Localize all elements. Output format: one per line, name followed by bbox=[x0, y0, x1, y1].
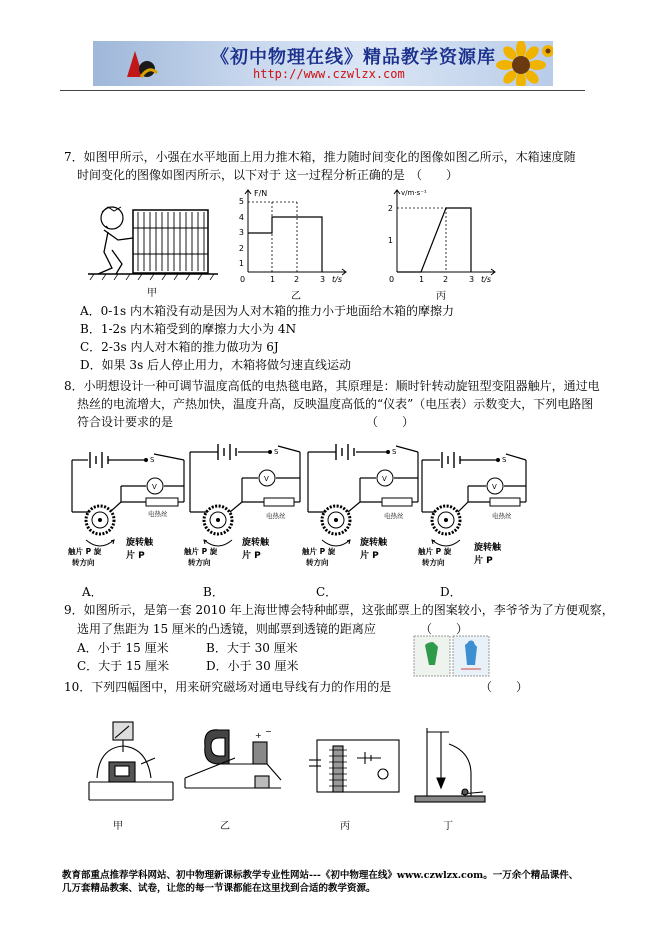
q8-option-b[interactable]: B． bbox=[203, 585, 224, 599]
graph-bing-xtick: 1 bbox=[419, 275, 425, 284]
graph-yi-ytick: 5 bbox=[238, 197, 244, 206]
q9-option-d[interactable]: D．小于 30 厘米 bbox=[206, 659, 299, 673]
graph-yi-ytick: 4 bbox=[238, 213, 244, 222]
q9-expo-stamps bbox=[413, 635, 491, 677]
q8b-rotate-label-a: 旋转触 bbox=[242, 538, 270, 548]
banner-url[interactable]: http://www.czwlzx.com bbox=[253, 67, 405, 81]
q8-circuit-c bbox=[300, 440, 426, 580]
header-banner bbox=[93, 41, 553, 86]
q7-fig-jia-caption: 甲 bbox=[147, 288, 157, 299]
graph-yi-force-line bbox=[248, 217, 322, 272]
q9-option-a[interactable]: A．小于 15 厘米 bbox=[77, 641, 169, 655]
q8-circuit-a bbox=[66, 440, 192, 580]
q8d-slider-label-a: 触片 P 旋 bbox=[418, 547, 452, 556]
graph-yi-ytick: 1 bbox=[238, 259, 244, 268]
q8a-rotate-label-b: 片 P bbox=[126, 551, 145, 561]
q8-option-c[interactable]: C． bbox=[316, 585, 338, 599]
q7-fig-yi-caption: 乙 bbox=[291, 291, 301, 302]
q8c-rotate-label-b: 片 P bbox=[360, 551, 379, 561]
graph-yi-ytick: 2 bbox=[238, 244, 244, 253]
q8b-switch-label: S bbox=[274, 448, 279, 456]
header-rule bbox=[60, 90, 585, 91]
q8d-slider-label-b: 转方向 bbox=[422, 558, 445, 567]
q7-fig-bing-caption: 丙 bbox=[436, 291, 446, 302]
q9-option-b[interactable]: B．大于 30 厘米 bbox=[206, 641, 298, 655]
q8d-rotate-label-a: 旋转触 bbox=[474, 543, 502, 553]
q8-stem-line2: 热丝的电流增大，产热加快，温度升高，反映温度高低的“仪表”（电压表）示数变大，下列电路图 bbox=[77, 397, 594, 411]
q8a-voltmeter-label: V bbox=[152, 483, 157, 491]
graph-bing-ylabel: v/m·s⁻¹ bbox=[401, 189, 427, 197]
graph-yi-ytick: 3 bbox=[238, 228, 244, 237]
q10-fig-bing bbox=[309, 740, 399, 792]
q10-fig-caption-bing: 丙 bbox=[340, 821, 350, 832]
q8c-heater-label: 电热丝 bbox=[384, 512, 404, 520]
q10-answer-blank[interactable]: （ ） bbox=[480, 680, 529, 694]
footer-line1: 教育部重点推荐学科网站、初中物理新课标教学专业性网站---《初中物理在线》www.czwlzx.com。一万余个精品课件、 bbox=[62, 870, 579, 881]
q8b-heater-label: 电热丝 bbox=[266, 512, 286, 520]
q8c-rotate-label-a: 旋转触 bbox=[360, 538, 388, 548]
q10-fig-jia bbox=[89, 722, 173, 800]
q10-fig-caption-yi: 乙 bbox=[220, 821, 230, 832]
graph-bing-xlabel: t/s bbox=[481, 275, 491, 284]
graph-bing-ytick: 2 bbox=[387, 204, 393, 213]
q8c-voltmeter-label: V bbox=[382, 475, 387, 483]
graph-yi-xlabel: t/s bbox=[332, 275, 342, 284]
q8-option-a[interactable]: A． bbox=[82, 585, 103, 599]
q8a-rotate-label-a: 旋转触 bbox=[126, 538, 154, 548]
svg-text:−: − bbox=[265, 727, 272, 736]
svg-text:+: + bbox=[255, 731, 262, 740]
q10-fig-ding bbox=[415, 728, 485, 802]
q8b-slider-label-a: 触片 P 旋 bbox=[184, 547, 218, 556]
q8b-rotate-label-b: 片 P bbox=[242, 551, 261, 561]
q8d-rotate-label-b: 片 P bbox=[474, 556, 493, 566]
q8d-heater-label: 电热丝 bbox=[492, 512, 512, 520]
q7-option-c[interactable]: C．2-3s 内人对木箱的推力做功为 6J bbox=[80, 340, 279, 354]
q7-graph-bing bbox=[383, 184, 503, 284]
footer-line2: 几万套精品教案、试卷，让您的每一节课都能在这里找到合适的教学资源。 bbox=[62, 883, 376, 894]
q9-option-c[interactable]: C．大于 15 厘米 bbox=[77, 659, 170, 673]
q8c-slider-label-b: 转方向 bbox=[306, 558, 329, 567]
q8-circuit-d bbox=[416, 440, 542, 580]
q8-answer-blank[interactable]: （ ） bbox=[366, 415, 415, 429]
q8d-voltmeter-label: V bbox=[492, 483, 497, 491]
q7-answer-blank[interactable]: （ ） bbox=[410, 168, 459, 182]
q8a-heater-label: 电热丝 bbox=[148, 510, 168, 518]
q10-figures bbox=[85, 718, 570, 810]
q8-circuit-b bbox=[182, 440, 308, 580]
q8a-switch-label: S bbox=[150, 456, 155, 464]
q8b-voltmeter-label: V bbox=[264, 475, 269, 483]
q10-fig-caption-ding: 丁 bbox=[443, 821, 453, 832]
q8d-switch-label: S bbox=[502, 456, 507, 464]
graph-yi-xtick: 0 bbox=[240, 275, 246, 284]
graph-yi-xtick: 2 bbox=[294, 275, 300, 284]
sunflower-icon bbox=[491, 41, 553, 86]
graph-bing-xtick: 3 bbox=[469, 275, 475, 284]
q10-fig-yi bbox=[185, 727, 281, 788]
q7-option-a[interactable]: A．0-1s 内木箱没有动是因为人对木箱的推力小于地面给木箱的摩擦力 bbox=[80, 304, 454, 318]
graph-yi-xtick: 3 bbox=[320, 275, 326, 284]
q7-option-b[interactable]: B．1-2s 内木箱受到的摩擦力大小为 4N bbox=[80, 322, 297, 336]
logo-icon bbox=[123, 47, 159, 81]
q10-fig-caption-jia: 甲 bbox=[113, 821, 123, 832]
q8-stem-line3: 符合设计要求的是 bbox=[77, 415, 174, 429]
graph-yi-xtick: 1 bbox=[270, 275, 276, 284]
graph-bing-velocity-line bbox=[397, 208, 471, 272]
banner-title: 《初中物理在线》精品教学资源库 bbox=[211, 47, 496, 68]
q8a-slider-label-a: 触片 P 旋 bbox=[68, 547, 102, 556]
q9-stem-line1: 9．如图所示，是第一套 2010 年上海世博会特种邮票，这张邮票上的图案较小，李爷爷为了方便观察， bbox=[64, 603, 614, 617]
q8b-slider-label-b: 转方向 bbox=[188, 558, 211, 567]
q8c-switch-label: S bbox=[392, 448, 397, 456]
q8-option-d[interactable]: D． bbox=[440, 585, 462, 599]
q7-option-d[interactable]: D．如果 3s 后人停止用力，木箱将做匀速直线运动 bbox=[80, 358, 352, 372]
q7-graph-yi bbox=[228, 184, 348, 284]
q10-stem: 10．下列四幅图中，用来研究磁场对通电导线有力的作用的是 bbox=[64, 680, 392, 694]
q8-stem-line1: 8．小明想设计一种可调节温度高低的电热毯电路，其原理是：顺时针转动旋钮型变阻器触片，通过电 bbox=[64, 379, 600, 393]
graph-bing-xtick: 2 bbox=[443, 275, 449, 284]
q7-stem-line1: 7．如图甲所示，小强在水平地面上用力推木箱，推力随时间变化的图像如图乙所示，木箱速度随 bbox=[64, 150, 576, 164]
q7-fig-jia-push-box bbox=[88, 198, 218, 283]
q9-stem-line2: 选用了焦距为 15 厘米的凸透镜，则邮票到透镜的距离应 bbox=[77, 622, 376, 636]
graph-bing-xtick: 0 bbox=[389, 275, 395, 284]
q7-stem-line2: 时间变化的图像如图丙所示，以下对于 这一过程分析正确的是 bbox=[77, 168, 405, 182]
q8c-slider-label-a: 触片 P 旋 bbox=[302, 547, 336, 556]
q8a-slider-label-b: 转方向 bbox=[72, 558, 95, 567]
graph-bing-ytick: 1 bbox=[387, 236, 393, 245]
q9-answer-blank[interactable]: （ ） bbox=[420, 622, 469, 636]
graph-yi-ylabel: F/N bbox=[254, 189, 268, 198]
